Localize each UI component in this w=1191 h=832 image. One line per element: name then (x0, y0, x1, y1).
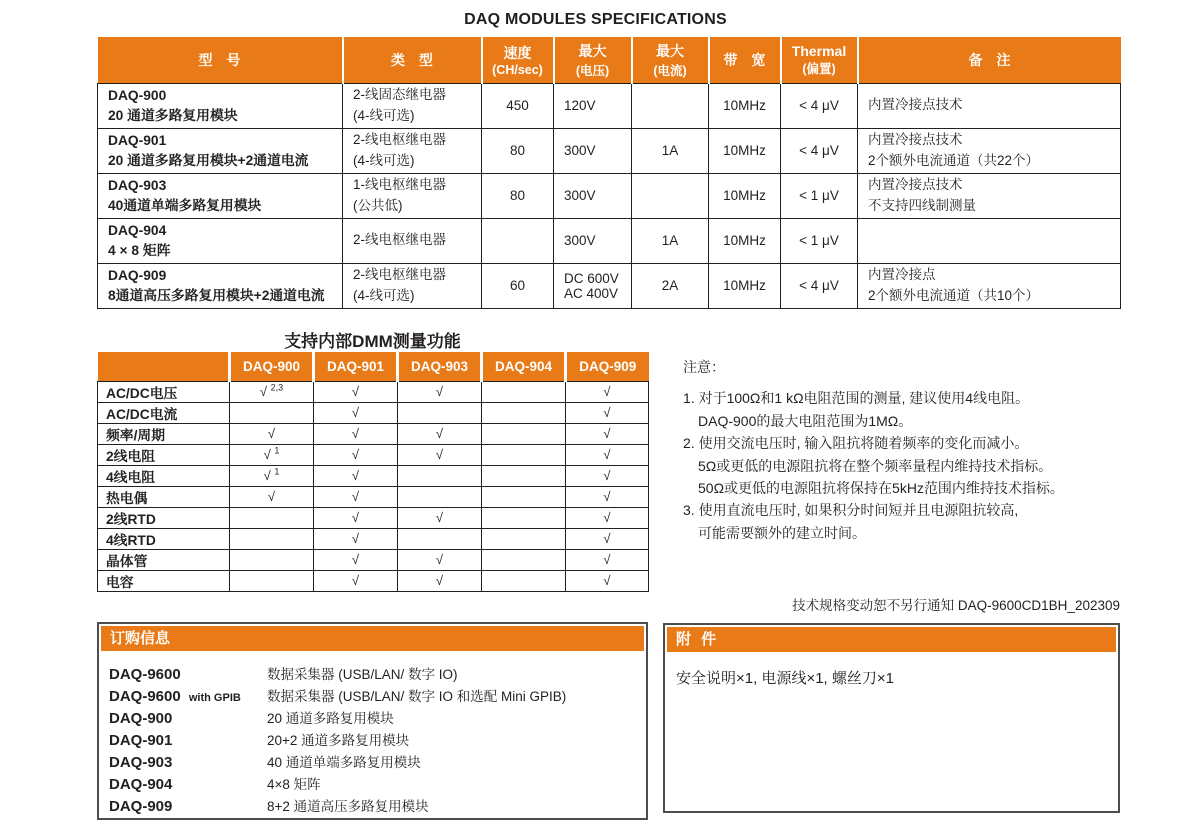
dmm-row (98, 549, 649, 570)
dmm-check-cell: √ (566, 381, 649, 402)
dmm-check-cell: √ (314, 549, 398, 570)
spec-header-thermal: Thermal (偏置) (781, 37, 858, 83)
dmm-row-label: 电容 (98, 570, 230, 591)
dmm-check-cell: √ (566, 444, 649, 465)
dmm-check-cell: √ $^1$ (230, 465, 314, 486)
dmm-check-cell: √ (566, 402, 649, 423)
spec-type-cell: 2-线固态继电器 (4-线可选) (343, 83, 482, 128)
dmm-row (98, 423, 649, 444)
note-line: 3. 使用直流电压时, 如果积分时间短并且电源阻抗较高, (683, 502, 1019, 519)
spec-header-max-voltage: 最大 (电压) (554, 37, 632, 83)
spec-header-remark: 备 注 (858, 37, 1121, 83)
ordering-item (109, 663, 646, 685)
dmm-check-cell: √ (314, 570, 398, 591)
dmm-check-cell (398, 486, 482, 507)
dmm-check-cell (482, 423, 566, 444)
spec-speed-cell (482, 218, 554, 263)
ordering-item (109, 707, 646, 729)
dmm-check-cell: √ (398, 507, 482, 528)
dmm-check-cell: √ (566, 465, 649, 486)
note-line: 1. 对于100Ω和1 kΩ电阻范围的测量, 建议使用4线电阻。 (683, 390, 1030, 407)
note-line: 5Ω或更低的电源阻抗将在整个频率量程内维持技术指标。 (698, 457, 1053, 474)
spec-model-cell: DAQ-904 4 × 8 矩阵 (98, 218, 343, 263)
spec-speed-cell: 60 (482, 263, 554, 308)
dmm-header-row (98, 352, 649, 381)
ordering-item (109, 751, 646, 773)
dmm-check-cell: √ (566, 528, 649, 549)
dmm-check-cell (482, 381, 566, 402)
ordering-model: DAQ-903 (109, 754, 173, 771)
dmm-header-daq904: DAQ-904 (482, 352, 566, 381)
spec-model-cell: DAQ-901 20 通道多路复用模块+2通道电流 (98, 128, 343, 173)
ordering-info-box (97, 622, 648, 820)
dmm-check-cell (482, 444, 566, 465)
accessories-title: 附 件 (667, 627, 1116, 652)
dmm-check-cell: √ (314, 465, 398, 486)
spec-remark-cell (858, 218, 1121, 263)
ordering-model: DAQ-9600 with GPIB (109, 688, 241, 705)
spec-bandwidth-cell: 10MHz (709, 83, 781, 128)
ordering-model: DAQ-900 (109, 710, 173, 727)
spec-current-cell: 1A (632, 128, 709, 173)
spec-bandwidth-cell: 10MHz (709, 128, 781, 173)
ordering-item (109, 729, 646, 751)
spec-speed-cell: 80 (482, 173, 554, 218)
dmm-row-label: 4线RTD (98, 528, 230, 549)
spec-row-daq904 (98, 218, 1121, 263)
ordering-info-title: 订购信息 (101, 626, 644, 651)
dmm-check-cell: √ (230, 423, 314, 444)
accessories-box (663, 623, 1120, 813)
dmm-row (98, 528, 649, 549)
dmm-row (98, 465, 649, 486)
dmm-check-cell: √ (314, 444, 398, 465)
dmm-row-label: 2线RTD (98, 507, 230, 528)
dmm-check-cell (230, 549, 314, 570)
dmm-row-label: 2线电阻 (98, 444, 230, 465)
spec-row-daq901 (98, 128, 1121, 173)
dmm-header-daq903: DAQ-903 (398, 352, 482, 381)
dmm-check-cell (482, 528, 566, 549)
dmm-row-label: 晶体管 (98, 549, 230, 570)
spec-remark-cell: 内置冷接点技术 (858, 83, 1121, 128)
dmm-header-daq909: DAQ-909 (566, 352, 649, 381)
spec-header-type: 类 型 (343, 37, 482, 83)
ordering-desc: 数据采集器 (USB/LAN/ 数字 IO 和选配 Mini GPIB) (267, 689, 567, 704)
dmm-row (98, 507, 649, 528)
ordering-desc: 数据采集器 (USB/LAN/ 数字 IO) (267, 667, 458, 682)
dmm-row-label: AC/DC电压 (98, 381, 230, 402)
dmm-check-cell (230, 402, 314, 423)
dmm-table-title: 支持内部DMM测量功能 (284, 332, 461, 351)
spec-thermal-cell: < 1 μV (781, 173, 858, 218)
ordering-model: DAQ-904 (109, 776, 173, 793)
ordering-model: DAQ-901 (109, 732, 173, 749)
dmm-check-cell: √ (398, 570, 482, 591)
dmm-check-cell: √ (398, 381, 482, 402)
dmm-check-cell (482, 549, 566, 570)
spec-remark-cell: 内置冷接点 2个额外电流通道（共10个） (858, 263, 1121, 308)
ordering-desc: 4×8 矩阵 (267, 777, 321, 792)
dmm-check-cell: √ (230, 486, 314, 507)
revision-note: 技术规格变动恕不另行通知 DAQ-9600CD1BH_202309 (792, 598, 1120, 613)
dmm-row (98, 402, 649, 423)
ordering-item (109, 795, 646, 817)
dmm-row (98, 570, 649, 591)
ordering-desc: 8+2 通道高压多路复用模块 (267, 799, 429, 814)
spec-voltage-cell: 300V (554, 218, 632, 263)
dmm-check-cell: √ (398, 423, 482, 444)
spec-voltage-cell: DC 600V AC 400V (554, 263, 632, 308)
dmm-check-cell: √ (314, 423, 398, 444)
spec-voltage-cell: 300V (554, 173, 632, 218)
dmm-check-cell: √ (314, 528, 398, 549)
notes-section (683, 356, 1138, 544)
spec-type-cell: 2-线电枢继电器 (4-线可选) (343, 128, 482, 173)
spec-row-daq903 (98, 173, 1121, 218)
spec-type-cell: 1-线电枢继电器 (公共低) (343, 173, 482, 218)
page-title: DAQ MODULES SPECIFICATIONS (464, 11, 727, 28)
spec-row-daq909 (98, 263, 1121, 308)
spec-voltage-cell: 300V (554, 128, 632, 173)
dmm-check-cell (230, 528, 314, 549)
spec-model-cell: DAQ-900 20 通道多路复用模块 (98, 83, 343, 128)
ordering-desc: 40 通道单端多路复用模块 (267, 755, 421, 770)
spec-row-daq900 (98, 83, 1121, 128)
ordering-desc: 20 通道多路复用模块 (267, 711, 394, 726)
note-line: 可能需要额外的建立时间。 (698, 524, 866, 541)
dmm-check-cell: √ (398, 444, 482, 465)
ordering-item (109, 685, 646, 707)
dmm-check-cell: √ (566, 423, 649, 444)
spec-remark-cell: 内置冷接点技术 2个额外电流通道（共22个） (858, 128, 1121, 173)
spec-remark-cell: 内置冷接点技术 不支持四线制测量 (858, 173, 1121, 218)
spec-thermal-cell: < 4 μV (781, 83, 858, 128)
dmm-check-cell (398, 465, 482, 486)
dmm-check-cell (482, 507, 566, 528)
dmm-header-blank (98, 352, 230, 381)
note-line: DAQ-900的最大电阻范围为1MΩ。 (698, 412, 913, 429)
dmm-check-cell (482, 465, 566, 486)
spec-thermal-cell: < 4 μV (781, 263, 858, 308)
dmm-row-label: 频率/周期 (98, 423, 230, 444)
dmm-row (98, 381, 649, 402)
dmm-check-cell: √ (566, 549, 649, 570)
dmm-row-label: 4线电阻 (98, 465, 230, 486)
ordering-desc: 20+2 通道多路复用模块 (267, 733, 410, 748)
note-line: 2. 使用交流电压时, 输入阻抗将随着频率的变化而减小。 (683, 435, 1029, 452)
dmm-check-cell: √ (314, 507, 398, 528)
accessories-content: 安全说明×1, 电源线×1, 螺丝刀×1 (676, 670, 894, 687)
spec-bandwidth-cell: 10MHz (709, 173, 781, 218)
dmm-check-cell: √ (566, 486, 649, 507)
dmm-row-label: 热电偶 (98, 486, 230, 507)
spec-table (97, 37, 1120, 309)
dmm-check-cell: √ $^1$ (230, 444, 314, 465)
dmm-row (98, 486, 649, 507)
spec-type-cell: 2-线电枢继电器 (343, 218, 482, 263)
spec-speed-cell: 80 (482, 128, 554, 173)
dmm-row-label: AC/DC电流 (98, 402, 230, 423)
ordering-model: DAQ-909 (109, 798, 173, 815)
dmm-check-cell (398, 528, 482, 549)
spec-current-cell: 2A (632, 263, 709, 308)
dmm-row (98, 444, 649, 465)
spec-model-cell: DAQ-903 40通道单端多路复用模块 (98, 173, 343, 218)
spec-current-cell: 1A (632, 218, 709, 263)
spec-bandwidth-cell: 10MHz (709, 263, 781, 308)
spec-header-max-current: 最大 (电流) (632, 37, 709, 83)
dmm-check-cell: √ (314, 486, 398, 507)
dmm-check-cell: √ (314, 402, 398, 423)
spec-voltage-cell: 120V (554, 83, 632, 128)
notes-title: 注意： (683, 359, 725, 375)
spec-current-cell (632, 83, 709, 128)
dmm-header-daq900: DAQ-900 (230, 352, 314, 381)
spec-thermal-cell: < 4 μV (781, 128, 858, 173)
spec-bandwidth-cell: 10MHz (709, 218, 781, 263)
dmm-check-cell (230, 570, 314, 591)
dmm-check-cell: √ (398, 549, 482, 570)
spec-model-cell: DAQ-909 8通道高压多路复用模块+2通道电流 (98, 263, 343, 308)
dmm-check-cell (482, 402, 566, 423)
dmm-header-daq901: DAQ-901 (314, 352, 398, 381)
dmm-check-cell: √ $^{2,3}$ (230, 381, 314, 402)
dmm-check-cell (230, 507, 314, 528)
spec-thermal-cell: < 1 μV (781, 218, 858, 263)
dmm-table (97, 352, 648, 592)
dmm-check-cell: √ (566, 570, 649, 591)
spec-current-cell (632, 173, 709, 218)
spec-speed-cell: 450 (482, 83, 554, 128)
spec-header-bandwidth: 带 宽 (709, 37, 781, 83)
spec-type-cell: 2-线电枢继电器 (4-线可选) (343, 263, 482, 308)
spec-header-speed: 速度 (CH/sec) (482, 37, 554, 83)
ordering-model: DAQ-9600 (109, 666, 181, 683)
spec-header-model: 型 号 (98, 37, 343, 83)
ordering-item (109, 773, 646, 795)
ordering-list (99, 653, 646, 817)
dmm-check-cell (482, 570, 566, 591)
spec-header-row (98, 37, 1121, 83)
dmm-check-cell: √ (314, 381, 398, 402)
dmm-check-cell (482, 486, 566, 507)
dmm-check-cell: √ (566, 507, 649, 528)
dmm-check-cell (398, 402, 482, 423)
note-line: 50Ω或更低的电源阻抗将保持在5kHz范围内维持技术指标。 (698, 480, 1064, 497)
